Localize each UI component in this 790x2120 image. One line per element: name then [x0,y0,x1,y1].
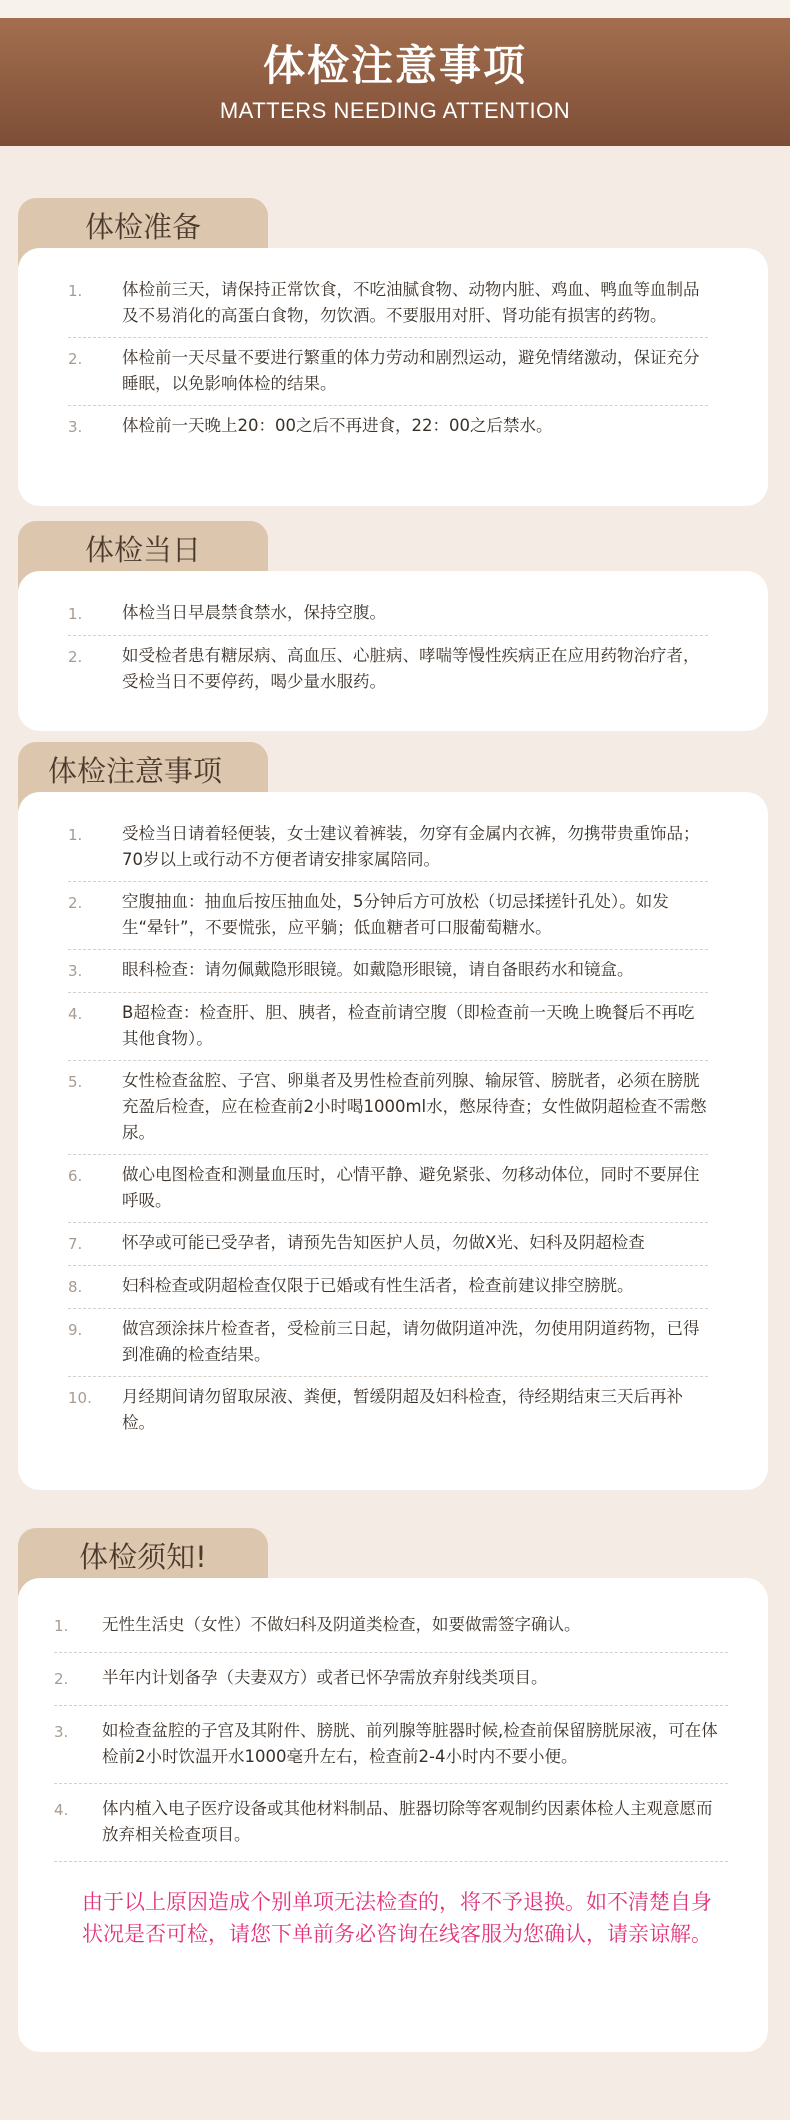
section-tab: 体检当日 [18,521,268,589]
item-number: 3. [68,962,83,980]
item-number: 2. [54,1670,69,1688]
item-text: 受检当日请着轻便装，女士建议着裤装，勿穿有金属内衣裤，勿携带贵重饰品；70岁以上或行动不方便者请安排家属陪同。 [122,824,700,869]
list-item [54,1653,728,1706]
item-number: 9. [68,1321,83,1339]
list-item [68,636,708,703]
list-item [54,1784,728,1862]
item-text: 怀孕或可能已受孕者，请预先告知医护人员，勿做X光、妇科及阴超检查 [122,1233,645,1252]
item-text: 做宫颈涂抹片检查者，受检前三日起，请勿做阴道冲洗，勿使用阴道药物，已得到准确的检查结果。 [122,1319,700,1364]
item-number: 7. [68,1235,83,1253]
list-item [54,1706,728,1784]
item-number: 6. [68,1167,83,1185]
list-item [68,1223,708,1266]
item-number: 4. [68,1005,83,1023]
list-item [68,338,708,406]
item-number: 3. [54,1723,69,1741]
item-number: 8. [68,1278,83,1296]
section-card [18,792,768,1490]
section-card [18,1578,768,2052]
page-title: 体检注意事项 [262,41,527,90]
list-item [68,950,708,993]
list-item [68,1377,708,1444]
item-text: 眼科检查：请勿佩戴隐形眼镜。如戴隐形眼镜，请自备眼药水和镜盒。 [122,960,634,979]
item-text: 半年内计划备孕（夫妻双方）或者已怀孕需放弃射线类项目。 [102,1668,548,1687]
item-text: 如受检者患有糖尿病、高血压、心脏病、哮喘等慢性疾病正在应用药物治疗者，受检当日不要停药，喝少量水服药。 [122,646,700,691]
list-item [68,882,708,950]
item-text: 如检查盆腔的子宫及其附件、膀胱、前列腺等脏器时候,检查前保留膀胱尿液，可在体检前2小时饮温开水1000毫升左右，检查前2-4小时内不要小便。 [102,1721,718,1766]
item-number: 2. [68,648,83,666]
item-number: 1. [68,826,83,844]
refund-notice: 由于以上原因造成个别单项无法检查的，将不予退换。如不清楚自身状况是否可检，请您下单前务必咨询在线客服为您确认，请亲谅解。 [82,1890,712,1946]
page-subtitle: MATTERS NEEDING ATTENTION [219,98,571,123]
item-number: 2. [68,894,83,912]
section-tab: 体检准备 [18,198,268,266]
list-item [68,270,708,338]
section-tab: 体检须知! [18,1528,268,1596]
list-item [68,1309,708,1377]
list-item [54,1600,728,1653]
list-item [68,406,708,448]
item-text: 体内植入电子医疗设备或其他材料制品、脏器切除等客观制约因素体检人主观意愿而放弃相关检查项目。 [102,1799,713,1844]
item-text: 月经期间请勿留取尿液、粪便，暂缓阴超及妇科检查，待经期结束三天后再补检。 [122,1387,683,1432]
item-text: 女性检查盆腔、子宫、卵巢者及男性检查前列腺、输尿管、膀胱者，必须在膀胱充盈后检查，应在检查前2小时喝1000ml水，憋尿待查；女性做阴超检查不需憋尿。 [122,1071,707,1142]
item-number: 5. [68,1073,83,1091]
item-number: 1. [68,605,83,623]
section-tab: 体检注意事项 [18,742,268,810]
item-text: 体检前一天晚上20：00之后不再进食，22：00之后禁水。 [122,416,553,435]
item-text: B超检查：检查肝、胆、胰者，检查前请空腹（即检查前一天晚上晚餐后不再吃其他食物）。 [122,1003,695,1048]
item-text: 空腹抽血：抽血后按压抽血处，5分钟后方可放松（切忌揉搓针孔处）。如发生“晕针”，不要慌张，应平躺；低血糖者可口服葡萄糖水。 [122,892,669,937]
item-text: 体检当日早晨禁食禁水，保持空腹。 [122,603,386,622]
item-text: 妇科检查或阴超检查仅限于已婚或有性生活者，检查前建议排空膀胱。 [122,1276,634,1295]
item-text: 无性生活史（女性）不做妇科及阴道类检查，如要做需签字确认。 [102,1615,581,1634]
list-item [68,1155,708,1223]
list-item [68,593,708,636]
header-banner [0,18,790,146]
item-number: 1. [68,282,83,300]
item-number: 4. [54,1801,69,1819]
section-card [18,248,768,506]
item-number: 10. [68,1389,92,1407]
item-number: 3. [68,418,83,436]
item-number: 2. [68,350,83,368]
list-item [68,814,708,882]
list-item [68,1266,708,1309]
list-item [68,993,708,1061]
section-card [18,571,768,731]
item-number: 1. [54,1617,69,1635]
top-strip [0,0,790,18]
item-text: 体检前一天尽量不要进行繁重的体力劳动和剧烈运动，避免情绪激动，保证充分睡眠，以免影响体检的结果。 [122,348,700,393]
item-text: 体检前三天，请保持正常饮食，不吃油腻食物、动物内脏、鸡血、鸭血等血制品及不易消化的高蛋白食物，勿饮酒。不要服用对肝、肾功能有损害的药物。 [122,280,700,325]
item-text: 做心电图检查和测量血压时，心情平静、避免紧张、勿移动体位，同时不要屏住呼吸。 [122,1165,700,1210]
list-item [68,1061,708,1155]
